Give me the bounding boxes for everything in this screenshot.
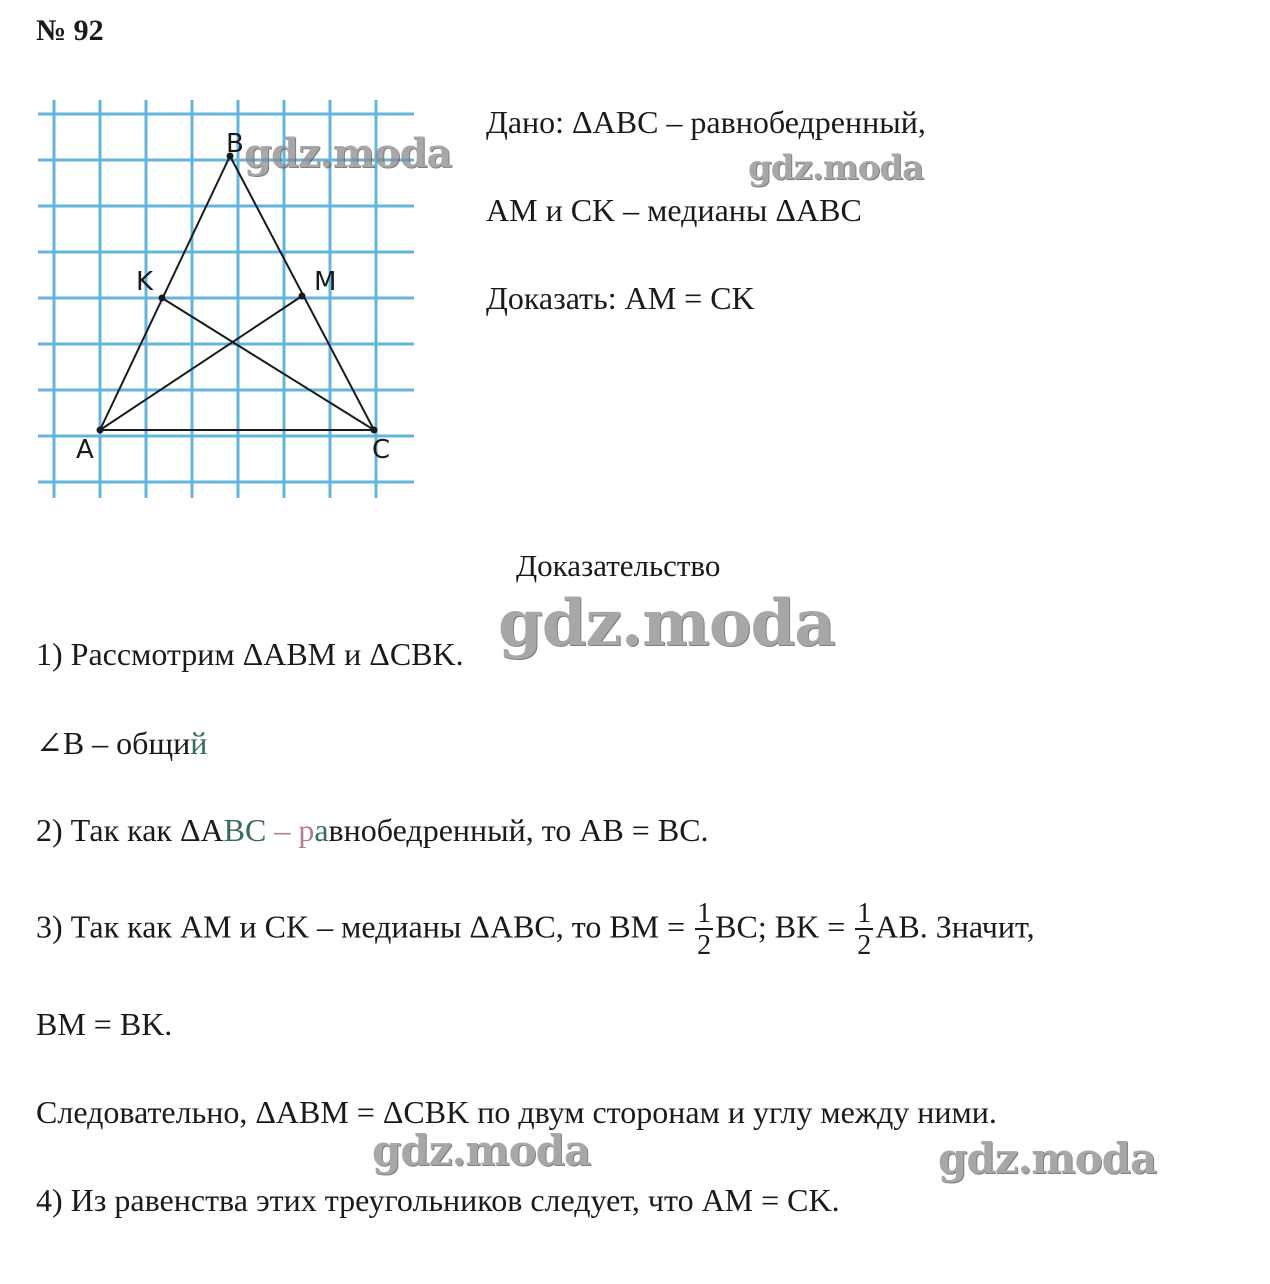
- frac-num: 1: [857, 898, 872, 929]
- step2-a: 2) Так как ΔA: [36, 812, 224, 848]
- step3-b: BC; BK =: [715, 908, 846, 945]
- proof-step-3-line-2: BM = BK.: [36, 1006, 173, 1042]
- given-line-2: AM и CK – медианы ΔABC: [486, 192, 862, 228]
- proof-step-3: [36, 900, 1035, 960]
- label-c: C: [372, 435, 391, 465]
- watermark: gdz.moda: [244, 130, 452, 177]
- frac-den: 2: [857, 930, 872, 961]
- label-a: A: [76, 435, 94, 465]
- step2-g: бедренный, то AB = BC.: [376, 812, 709, 848]
- step2-d: р: [298, 812, 315, 848]
- step2-b: BC: [223, 812, 267, 848]
- label-m: M: [314, 267, 337, 297]
- proof-conclusion: Следовательно, ΔABM = ΔCBK по двум сторонам и углу между ними.: [36, 1094, 997, 1130]
- fraction-half-2: [855, 900, 873, 960]
- problem-number: № 92: [36, 14, 104, 47]
- proof-step-1: 1) Рассмотрим ΔABM и ΔCBK.: [36, 636, 464, 672]
- angle-icon: ∠: [36, 725, 63, 761]
- proof-angle: [36, 724, 207, 762]
- angle-text-a: B – общи: [62, 725, 191, 761]
- step2-c: –: [266, 812, 299, 848]
- prove-statement: Доказать: AM = CK: [486, 280, 755, 316]
- proof-heading: Доказательство: [516, 548, 721, 583]
- step3-c: AB. Значит,: [875, 908, 1035, 945]
- watermark: gdz.moda: [498, 586, 835, 661]
- watermark: gdz.moda: [748, 148, 924, 188]
- label-k: K: [136, 267, 154, 297]
- watermark: gdz.moda: [938, 1134, 1157, 1183]
- proof-step-2: [36, 812, 709, 849]
- step3-a: 3) Так как AM и CK – медианы ΔABC, то BM =: [36, 908, 686, 945]
- frac-num: 1: [697, 898, 712, 929]
- fraction-half-1: [695, 900, 713, 960]
- label-b: B: [226, 129, 244, 159]
- given-line-1: Дано: ΔABC – равнобедренный,: [486, 104, 926, 140]
- step2-e: а: [314, 812, 329, 848]
- median-am: [100, 296, 302, 430]
- angle-text-b: й: [190, 725, 208, 761]
- step2-f: вно: [328, 812, 377, 848]
- proof-step-4: 4) Из равенства этих треугольников следует, что AM = CK.: [36, 1182, 840, 1218]
- frac-den: 2: [697, 930, 712, 961]
- watermark: gdz.moda: [372, 1126, 591, 1175]
